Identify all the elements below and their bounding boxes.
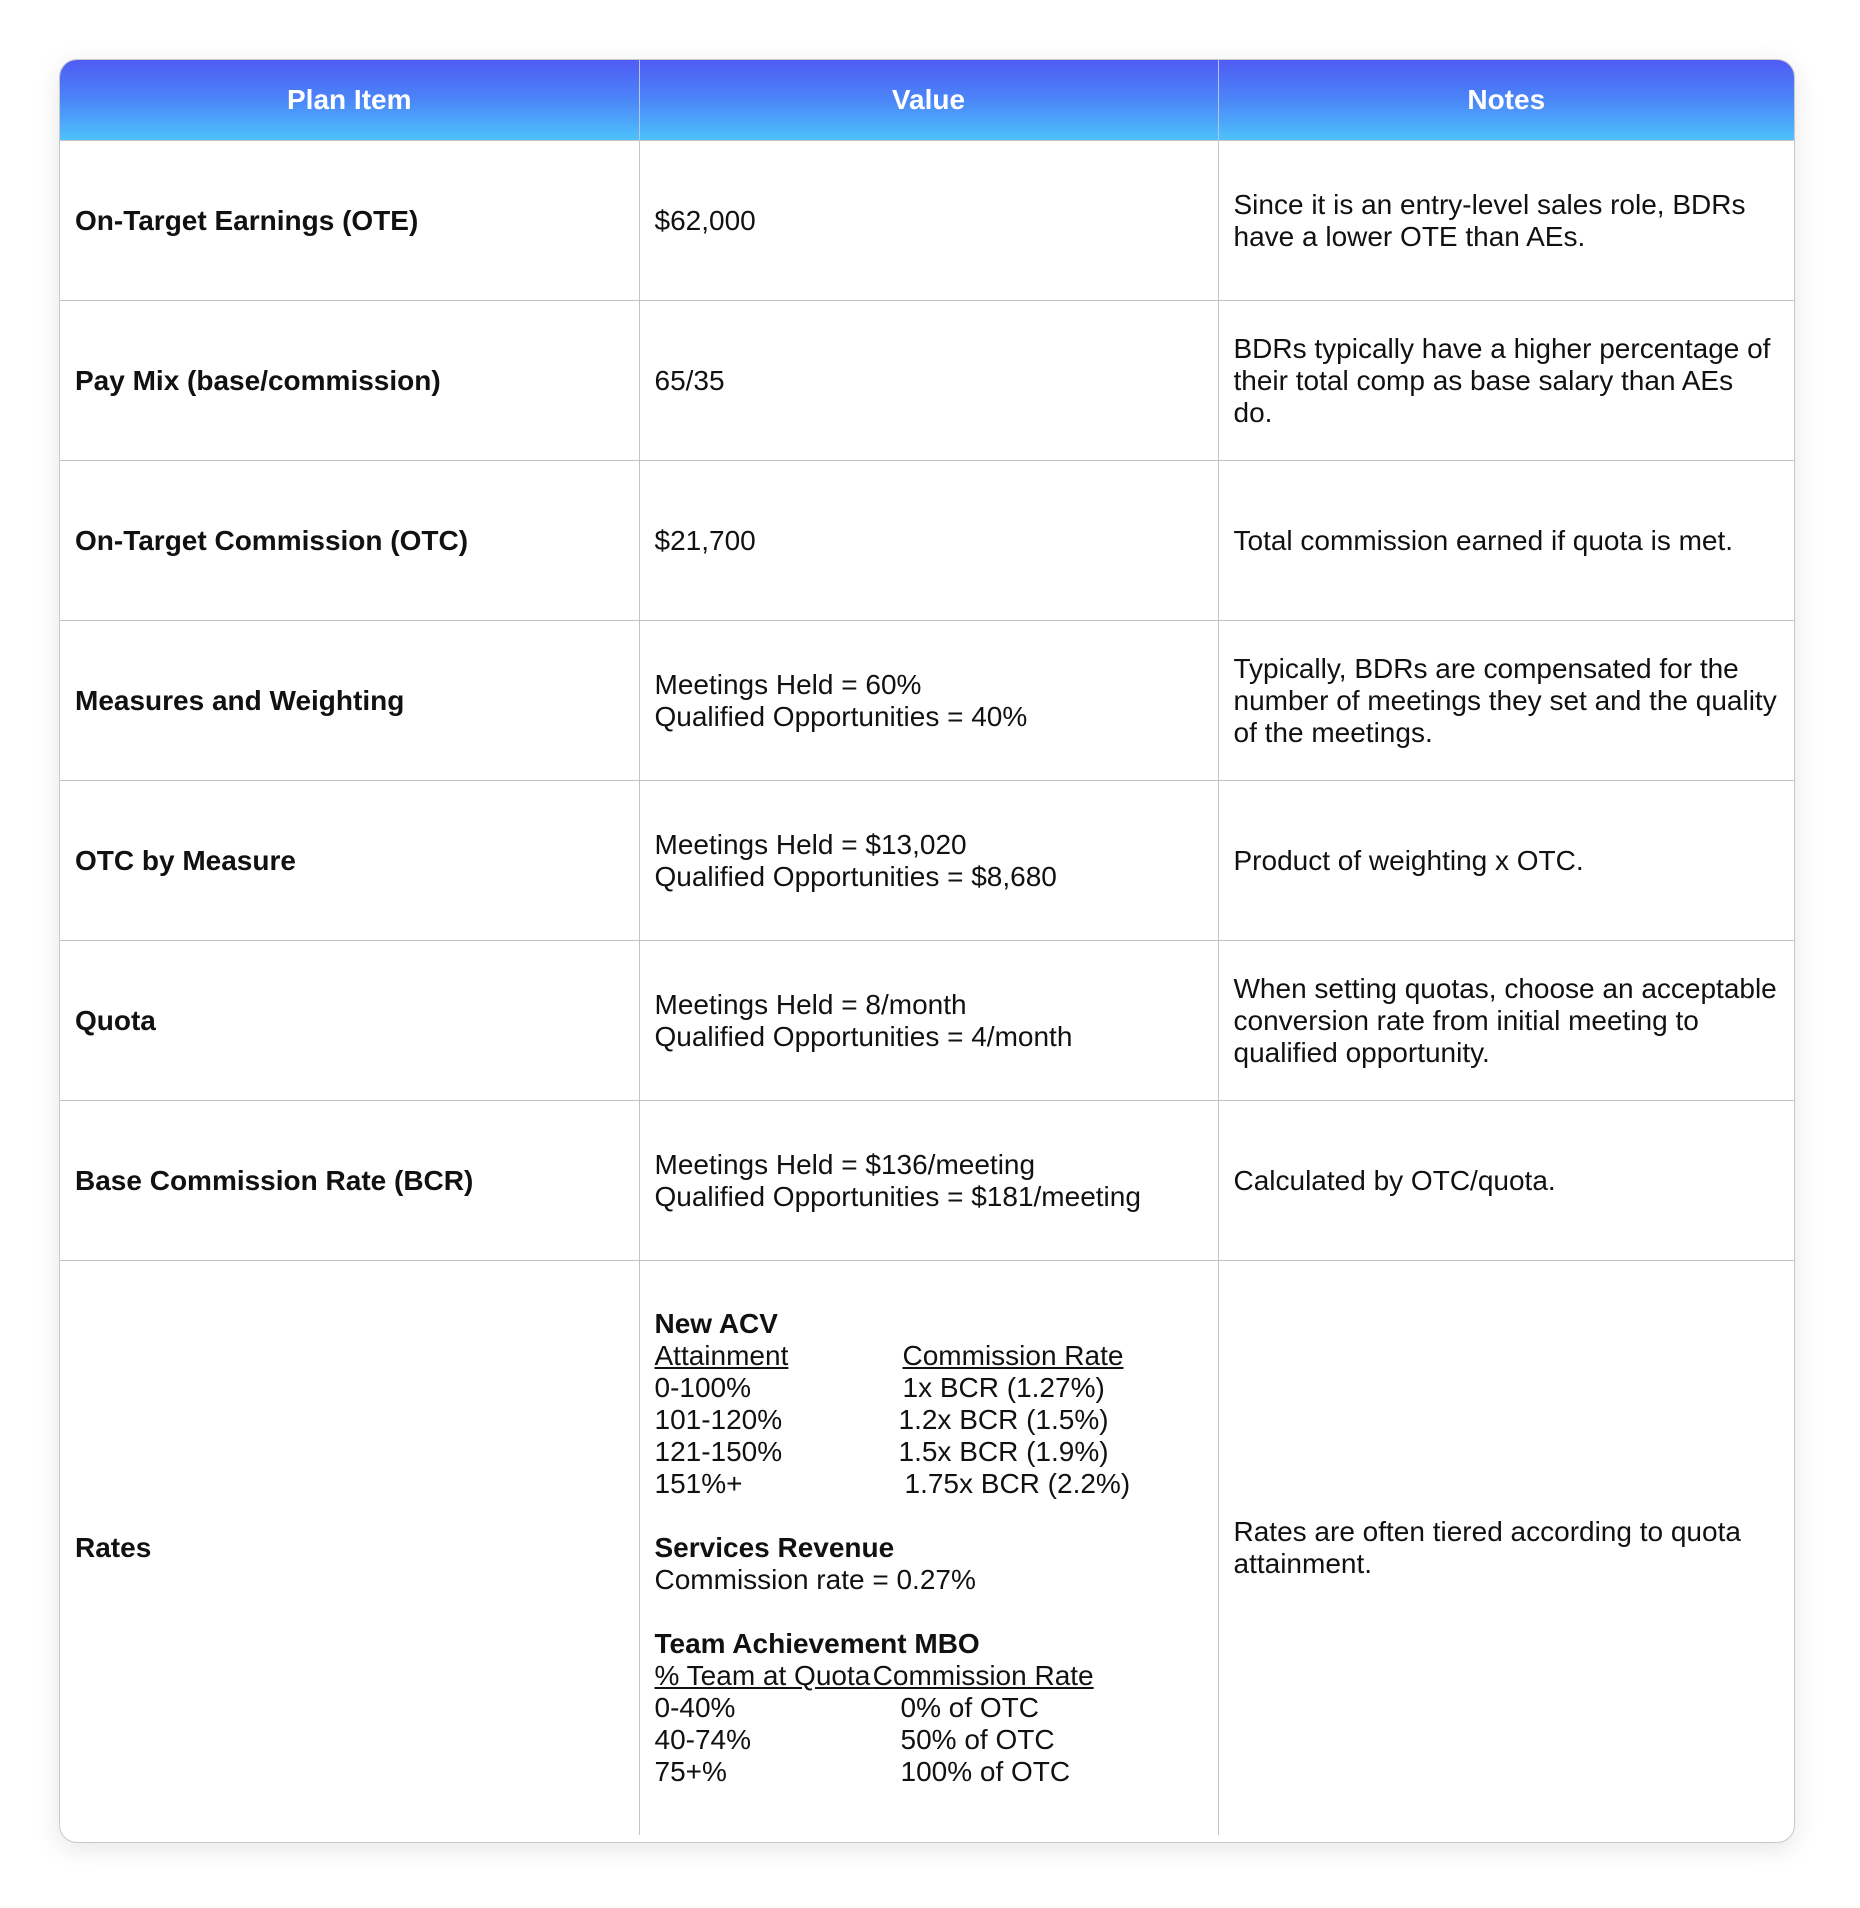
- tier-rate: 1.2x BCR (1.5%): [898, 1404, 1109, 1435]
- notes-cell: Total commission earned if quota is met.: [1218, 461, 1794, 621]
- mbo-tier: [655, 1692, 1203, 1724]
- mbo-tier: [655, 1756, 1203, 1788]
- tier-rate: 1x BCR (1.27%): [902, 1372, 1105, 1403]
- table-row: [60, 141, 1794, 301]
- table-row: [60, 1101, 1794, 1261]
- notes-cell: BDRs typically have a higher percentage of their total comp as base salary than AEs do.: [1218, 301, 1794, 461]
- table-row: [60, 621, 1794, 781]
- header-value: Value: [639, 60, 1218, 141]
- header-row: [60, 60, 1794, 141]
- tier-attainment: 151%+: [654, 1468, 743, 1499]
- value-line: Qualified Opportunities = $8,680: [654, 860, 1057, 892]
- tier-attainment: 101-120%: [654, 1404, 783, 1435]
- plan-item-cell: Measures and Weighting: [60, 621, 639, 781]
- value-line: Qualified Opportunities = $181/meeting: [654, 1180, 1141, 1212]
- notes-cell: Typically, BDRs are compensated for the number of meetings they set and the quality of the meetings.: [1218, 621, 1794, 781]
- mbo-col-rate: Commission Rate: [872, 1660, 1094, 1691]
- plan-item-cell: OTC by Measure: [60, 781, 639, 941]
- value-cell: [639, 621, 1218, 781]
- mbo-header: [655, 1660, 1203, 1692]
- mbo-col-team: % Team at Quota: [654, 1660, 871, 1691]
- value-line: Meetings Held = $13,020: [654, 828, 967, 860]
- value-line: $62,000: [654, 204, 756, 236]
- table-row-rates: [60, 1261, 1794, 1836]
- tier-team: 40-74%: [654, 1724, 752, 1755]
- header-plan-item: Plan Item: [60, 60, 639, 141]
- notes-cell: Since it is an entry-level sales role, BDRs have a lower OTE than AEs.: [1218, 141, 1794, 301]
- plan-item-cell: Rates: [60, 1261, 639, 1836]
- header-notes: Notes: [1218, 60, 1794, 141]
- tier-team: 75+%: [654, 1756, 727, 1787]
- comp-plan-card: [59, 59, 1795, 1843]
- value-line: Meetings Held = 8/month: [654, 988, 967, 1020]
- tier-attainment: 0-100%: [654, 1372, 752, 1403]
- table-row: [60, 461, 1794, 621]
- value-line: Qualified Opportunities = 40%: [654, 700, 1028, 732]
- value-cell: [639, 781, 1218, 941]
- new-acv-col-rate: Commission Rate: [902, 1340, 1124, 1371]
- value-cell: [639, 1101, 1218, 1261]
- plan-item-cell: On-Target Commission (OTC): [60, 461, 639, 621]
- new-acv-title: New ACV: [654, 1308, 778, 1339]
- new-acv-tier: [655, 1468, 1203, 1500]
- notes-cell: Calculated by OTC/quota.: [1218, 1101, 1794, 1261]
- comp-plan-table: [60, 60, 1794, 1835]
- plan-item-cell: Base Commission Rate (BCR): [60, 1101, 639, 1261]
- value-cell: [639, 941, 1218, 1101]
- notes-cell: When setting quotas, choose an acceptable conversion rate from initial meeting to qualified opportunity.: [1218, 941, 1794, 1101]
- table-row: [60, 301, 1794, 461]
- tier-rate: 50% of OTC: [900, 1724, 1055, 1755]
- value-line: Qualified Opportunities = 4/month: [654, 1020, 1073, 1052]
- value-line: Meetings Held = $136/meeting: [654, 1148, 1036, 1180]
- value-cell: [639, 301, 1218, 461]
- plan-item-cell: Pay Mix (base/commission): [60, 301, 639, 461]
- tier-attainment: 121-150%: [654, 1436, 783, 1467]
- services-line: Commission rate = 0.27%: [654, 1564, 976, 1595]
- rates-value-cell: [639, 1261, 1218, 1836]
- notes-cell: Rates are often tiered according to quota attainment.: [1218, 1261, 1794, 1836]
- tier-rate: 100% of OTC: [900, 1756, 1071, 1787]
- value-line: 65/35: [654, 364, 725, 396]
- tier-rate: 1.5x BCR (1.9%): [898, 1436, 1109, 1467]
- plan-item-cell: Quota: [60, 941, 639, 1101]
- tier-team: 0-40%: [654, 1692, 736, 1723]
- new-acv-col-attainment: Attainment: [654, 1340, 789, 1371]
- new-acv-tier: [655, 1404, 1203, 1436]
- tier-rate: 1.75x BCR (2.2%): [904, 1468, 1131, 1499]
- new-acv-header: [655, 1340, 1203, 1372]
- value-line: Meetings Held = 60%: [654, 668, 922, 700]
- value-cell: [639, 461, 1218, 621]
- mbo-title: Team Achievement MBO: [654, 1628, 980, 1659]
- plan-item-cell: On-Target Earnings (OTE): [60, 141, 639, 301]
- table-row: [60, 781, 1794, 941]
- mbo-tier: [655, 1724, 1203, 1756]
- table-row: [60, 941, 1794, 1101]
- value-cell: [639, 141, 1218, 301]
- value-line: $21,700: [654, 524, 756, 556]
- notes-cell: Product of weighting x OTC.: [1218, 781, 1794, 941]
- new-acv-tier: [655, 1372, 1203, 1404]
- tier-rate: 0% of OTC: [900, 1692, 1039, 1723]
- new-acv-tier: [655, 1436, 1203, 1468]
- services-title: Services Revenue: [654, 1532, 895, 1563]
